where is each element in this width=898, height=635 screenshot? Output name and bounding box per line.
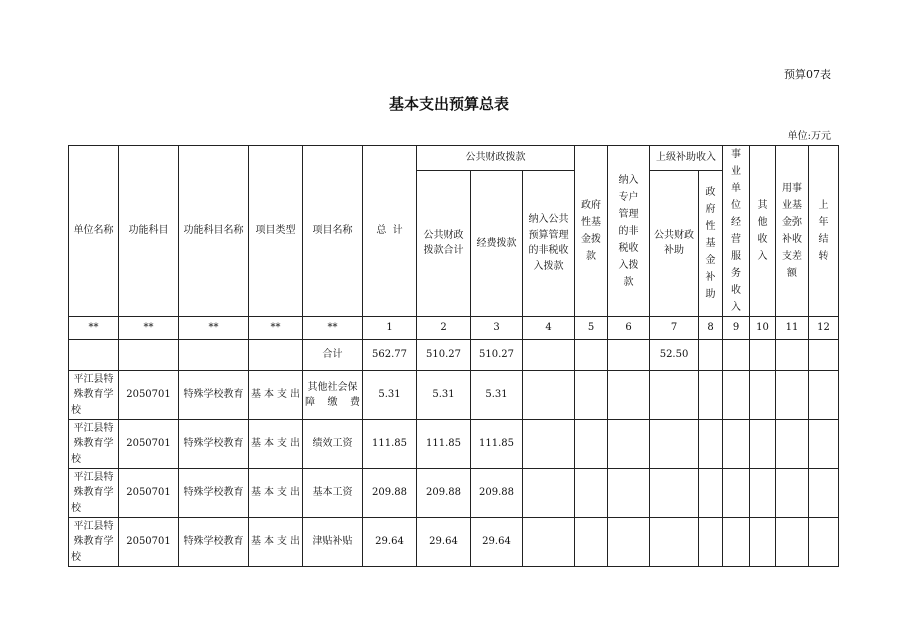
table-row [69,420,839,469]
header-upper-subsidy: 上级补助收入 [650,146,723,171]
index-row [69,317,839,340]
empty-cell [575,469,608,518]
index-cell: 2 [417,317,471,340]
public-total-cell: 5.31 [417,371,471,420]
header-unit-name: 单位名称 [69,146,119,317]
item-type-cell: 基本支出 [249,371,303,420]
empty-cell [523,469,575,518]
empty-cell [699,518,723,567]
public-total-cell: 209.88 [417,469,471,518]
header-upper-gov-fund-subsidy: 政府性基金补助 [699,170,723,316]
total-cell: 209.88 [363,469,417,518]
empty-cell [809,340,839,371]
empty-cell [575,371,608,420]
header-nontax-in-budget: 纳入公共预算管理的非税收入拨款 [523,170,575,316]
empty-cell [750,518,776,567]
item-name-cell: 基本工资 [303,469,363,518]
header-other-income: 其他收入 [750,146,776,317]
header-func-subject-name: 功能科目名称 [179,146,249,317]
public-total-cell: 29.64 [417,518,471,567]
empty-cell [750,420,776,469]
header-fund-make-up: 用事业基金弥补收支差额 [776,146,809,317]
empty-cell [608,469,650,518]
empty-cell [608,371,650,420]
table-row [69,518,839,567]
empty-cell [723,340,750,371]
budget-table [68,145,839,567]
empty-cell [723,420,750,469]
index-cell: 10 [750,317,776,340]
total-label: 合计 [303,340,363,371]
func-code-cell: 2050701 [119,371,179,420]
total-cell: 111.85 [363,420,417,469]
empty-cell [699,371,723,420]
empty-cell [809,518,839,567]
empty-cell [249,340,303,371]
empty-cell [119,340,179,371]
empty-cell [750,469,776,518]
item-name-cell: 绩效工资 [303,420,363,469]
operating-cell: 29.64 [471,518,523,567]
header-total: 总 计 [363,146,417,317]
empty-cell [523,340,575,371]
empty-cell [69,340,119,371]
operating-cell: 209.88 [471,469,523,518]
header-carry-over: 上年结转 [809,146,839,317]
empty-cell [523,371,575,420]
empty-cell [776,340,809,371]
public-total-cell: 111.85 [417,420,471,469]
header-gov-fund: 政府性基金拨款 [575,146,608,317]
empty-cell [809,371,839,420]
item-type-cell: 基本支出 [249,420,303,469]
empty-cell [699,340,723,371]
func-name-cell: 特殊学校教育 [179,469,249,518]
empty-cell [608,420,650,469]
empty-cell [776,518,809,567]
item-name-cell: 津贴补贴 [303,518,363,567]
table-row [69,469,839,518]
header-item-name: 项目名称 [303,146,363,317]
empty-cell [650,371,699,420]
func-code-cell: 2050701 [119,469,179,518]
empty-cell [723,371,750,420]
item-type-cell: 基本支出 [249,469,303,518]
index-cell: 9 [723,317,750,340]
index-cell: 8 [699,317,723,340]
header-upper-public-subsidy: 公共财政补助 [650,170,699,316]
empty-cell [179,340,249,371]
index-cell: 11 [776,317,809,340]
unit-label: 单位:万元 [787,131,831,142]
item-type-cell: 基本支出 [249,518,303,567]
header-operating-allocation: 经费拨款 [471,170,523,316]
unit-name-cell: 平江县特殊教育学校 [69,469,119,518]
header-func-subject: 功能科目 [119,146,179,317]
header-item-type: 项目类型 [249,146,303,317]
empty-cell [523,420,575,469]
form-number: 预算07表 [784,68,831,81]
total-amount: 562.77 [363,340,417,371]
index-cell: 12 [809,317,839,340]
total-upper-public-subsidy: 52.50 [650,340,699,371]
empty-cell [608,518,650,567]
empty-cell [699,469,723,518]
empty-cell [650,469,699,518]
empty-cell [575,340,608,371]
empty-cell [776,420,809,469]
empty-cell [523,518,575,567]
index-cell: 5 [575,317,608,340]
unit-name-cell: 平江县特殊教育学校 [69,420,119,469]
empty-cell [650,518,699,567]
total-row [69,340,839,371]
empty-cell [575,420,608,469]
table-row [69,371,839,420]
document-title: 基本支出预算总表 [388,95,509,113]
index-cell: ** [249,317,303,340]
index-cell: ** [69,317,119,340]
unit-name-cell: 平江县特殊教育学校 [69,518,119,567]
index-cell: 1 [363,317,417,340]
func-name-cell: 特殊学校教育 [179,371,249,420]
empty-cell [809,469,839,518]
header-public-finance: 公共财政拨款 [417,146,575,171]
empty-cell [776,469,809,518]
header-public-finance-total: 公共财政拨款合计 [417,170,471,316]
total-cell: 29.64 [363,518,417,567]
index-cell: 4 [523,317,575,340]
empty-cell [723,469,750,518]
empty-cell [699,420,723,469]
index-cell: 6 [608,317,650,340]
operating-cell: 111.85 [471,420,523,469]
func-name-cell: 特殊学校教育 [179,518,249,567]
index-cell: ** [119,317,179,340]
empty-cell [750,371,776,420]
empty-cell [809,420,839,469]
total-cell: 5.31 [363,371,417,420]
header-business-income: 事业单位经营服务收入 [723,146,750,317]
empty-cell [608,340,650,371]
func-code-cell: 2050701 [119,420,179,469]
empty-cell [750,340,776,371]
item-name-cell: 其他社会保障缴费 [303,371,363,420]
header-special-nontax: 纳入专户管理的非税收入拨款 [608,146,650,317]
func-code-cell: 2050701 [119,518,179,567]
empty-cell [776,371,809,420]
empty-cell [575,518,608,567]
unit-name-cell: 平江县特殊教育学校 [69,371,119,420]
empty-cell [650,420,699,469]
index-cell: ** [179,317,249,340]
operating-cell: 5.31 [471,371,523,420]
empty-cell [723,518,750,567]
total-public-finance: 510.27 [417,340,471,371]
index-cell: 3 [471,317,523,340]
total-operating: 510.27 [471,340,523,371]
func-name-cell: 特殊学校教育 [179,420,249,469]
index-cell: ** [303,317,363,340]
index-cell: 7 [650,317,699,340]
